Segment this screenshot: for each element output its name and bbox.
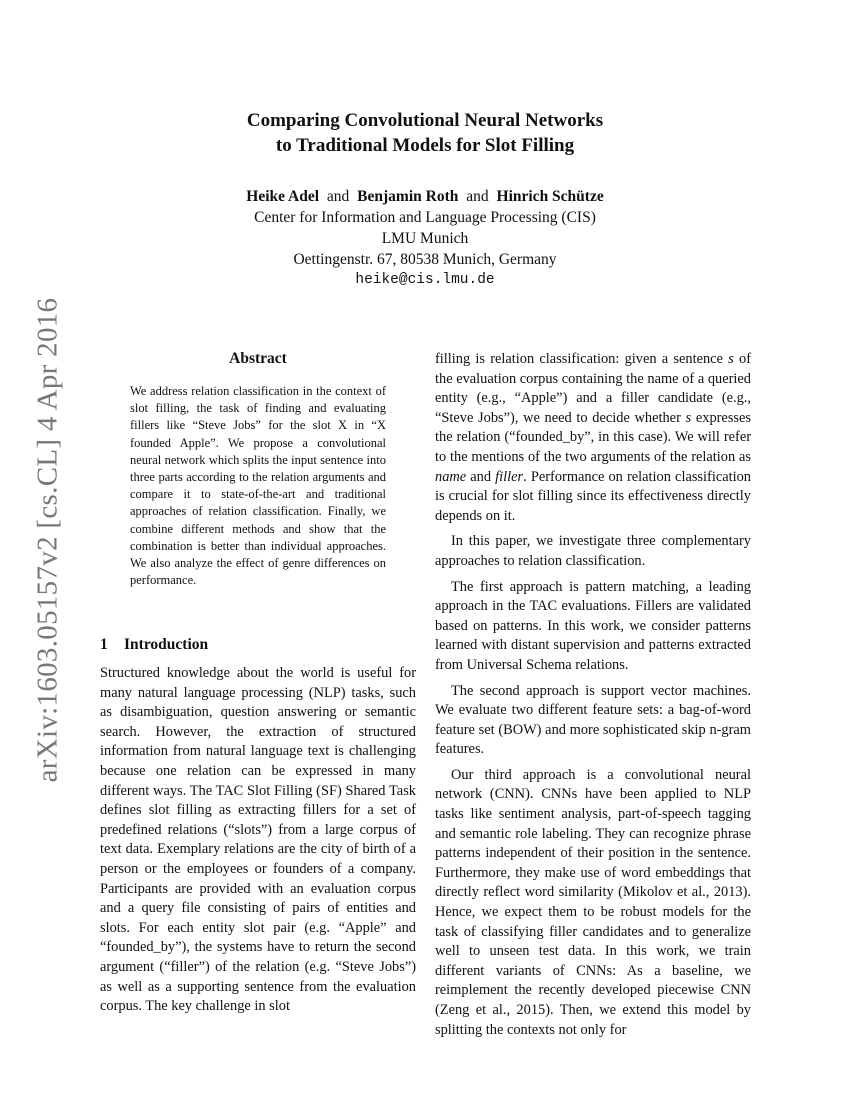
author-separator: and bbox=[326, 188, 350, 205]
university: LMU Munich bbox=[381, 230, 469, 247]
author-names bbox=[0, 186, 850, 207]
abstract-text: We address relation classification in the context of slot filling, the task of finding and evaluating fillers like “Steve Jobs” for the slot X in “X founded Apple”. We propose a convolutional neural network which splits the input sentence into three parts according to the relation arguments and compare it to state-of-the-art and traditional approaches of relation classification. Finally, we combine different methods and show that the combination is better than individual approaches. We also analyze the effect of genre differences on performance. bbox=[130, 384, 386, 588]
author-1: Heike Adel bbox=[246, 188, 320, 205]
author-2: Benjamin Roth bbox=[357, 188, 459, 205]
right-paragraph-5: Our third approach is a convolutional neural network (CNN). CNNs have been applied to NLP tasks like sentiment analysis, part-of-speech tagging and semantic role labeling. They can recognize phrase patterns independent of their position in the sentence. Furthermore, they make use of word embeddings that directly reflect word similarity (Mikolov et al., 2013). Hence, we expect them to be robust models for the task of classifying filler candidates and to generalize well to unseen test data. In this work, we train different variants of CNNs: As a baseline, we reimplement the recently developed piecewise CNN (Zeng et al., 2015). Then, we extend this model by splitting the contexts not only for bbox=[435, 766, 751, 1038]
author-separator: and bbox=[466, 188, 489, 205]
address: Oettingenstr. 67, 80538 Munich, Germany bbox=[293, 251, 557, 268]
section-title: Introduction bbox=[124, 636, 209, 653]
author-block bbox=[0, 186, 850, 291]
section-heading-introduction bbox=[100, 636, 208, 654]
paper-title bbox=[0, 108, 850, 158]
email: heike@cis.lmu.de bbox=[355, 272, 495, 288]
intro-paragraph-1: Structured knowledge about the world is useful for many natural language processing (NLP) tasks, such as disambiguation, question answering or semantic search. However, the extraction of structured information from natural language text is challenging because one relation can be expressed in many different ways. The TAC Slot Filling (SF) Shared Task defines slot filling as extracting fillers for a set of predefined relations (“slots”) from a large corpus of text data. Exemplary relations are the city of birth of a person or the employees or founders of a company. Participants are provided with an evaluation corpus and a query file consisting of pairs of entities and slots. For each entity slot pair (e.g. “Apple” and “founded_by”), the systems have to return the second argument (“filler”) of the relation (e.g. “Steve Jobs”) as well as a supporting sentence from the evaluation corpus. The key challenge in slot bbox=[100, 665, 416, 1015]
abstract-heading: Abstract bbox=[229, 350, 287, 367]
introduction-body bbox=[100, 664, 416, 1017]
right-paragraph-2: In this paper, we investigate three complementary approaches to relation classification. bbox=[435, 533, 751, 569]
right-paragraph-1: filling is relation classification: given a sentence s of the evaluation corpus containing the name of a queried entity (e.g., “Apple”) and a filler candidate (e.g., “Steve Jobs”), we need to decide whether s expresses the relation (“founded_by”, in this case). We will refer to the mentions of the two arguments of the relation as name and filler. Performance on relation classification is crucial for slot filling since its effectiveness directly depends on it. bbox=[435, 351, 752, 524]
right-paragraph-3: The first approach is pattern matching, a leading approach in the TAC evaluations. Fillers are validated based on patterns. In this work, we consider patterns learned with distant supervision and patterns extracted from Universal Schema relations. bbox=[435, 578, 751, 673]
title-line-1: Comparing Convolutional Neural Networks bbox=[246, 110, 604, 131]
affiliation: Center for Information and Language Processing (CIS) bbox=[254, 209, 596, 226]
title-line-2: to Traditional Models for Slot Filling bbox=[275, 135, 575, 156]
arxiv-identifier: arXiv:1603.05157v2 [cs.CL] 4 Apr 2016 bbox=[31, 297, 64, 783]
author-3: Hinrich Schütze bbox=[496, 188, 604, 205]
right-paragraph-4: The second approach is support vector machines. We evaluate two different feature sets: a bag-of-word feature set (BOW) and more sophisticated skip n-gram features. bbox=[435, 682, 751, 758]
right-column bbox=[435, 350, 751, 1046]
section-number: 1 bbox=[100, 636, 108, 653]
